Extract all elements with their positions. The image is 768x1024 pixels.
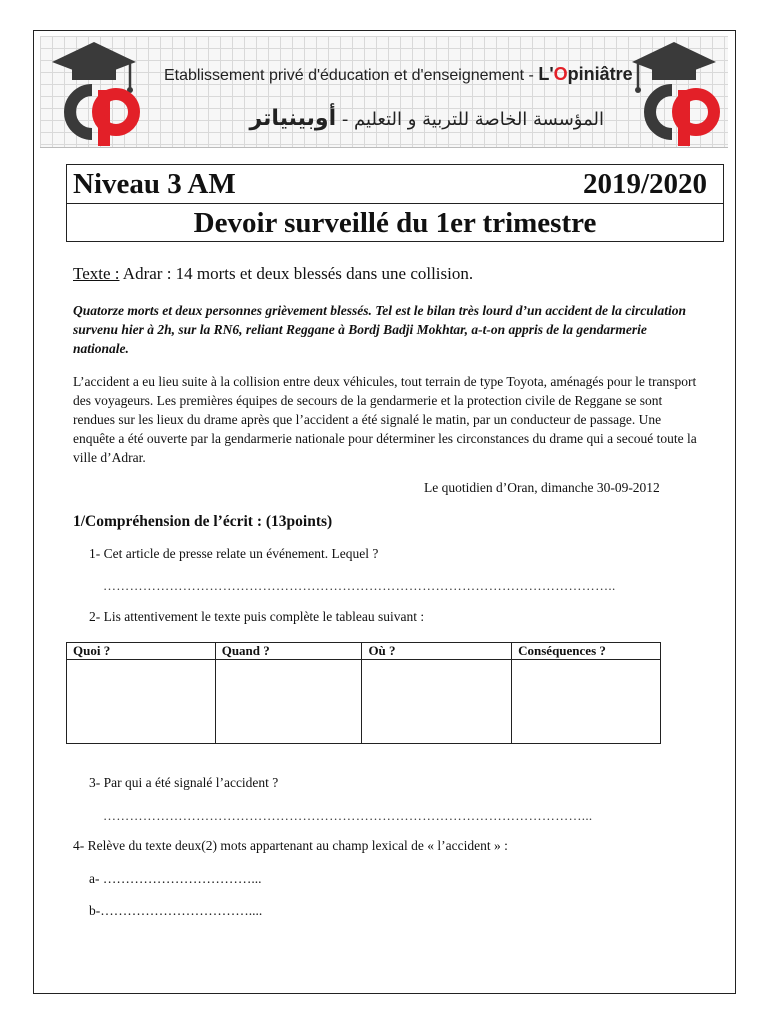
- question-3: 3- Par qui a été signalé l’accident ?: [89, 775, 279, 790]
- answer-line-3[interactable]: ………………………………………………………………………………………………...: [103, 808, 593, 823]
- text-title: Adrar : 14 morts et deux blessés dans une collision.: [119, 264, 474, 283]
- title-row-exam: [67, 204, 723, 242]
- brand-name: L'Opiniâtre: [538, 64, 633, 84]
- table-row: [67, 660, 661, 744]
- graduation-cap-logo-icon: [624, 38, 724, 146]
- table-header-row: [67, 643, 661, 660]
- exam-title: Devoir surveillé du 1er trimestre: [193, 206, 597, 239]
- article-intro: Quatorze morts et deux personnes grièvement blessés. Tel est le bilan très lourd d’un accident de la circulation survenu hier à 2h, sur la RN6, reliant Reggane à Bordj Badji Mokhtar, a-t-on appris de la gendarmerie nationale.: [73, 303, 687, 356]
- exam-title-box: [66, 164, 724, 242]
- article-body: L’accident a eu lieu suite à la collision entre deux véhicules, tout terrain de type Toyota, aménagés pour le transport des voyageurs. Les premières équipes de secours de la gendarmerie et la protection civile de Reggane se sont rendues sur les lieux du drame après que l’accident a été signalé le matin, par un conducteur de passage. Une enquête a été ouverte par la gendarmerie nationale pour déterminer les circonstances du drame qui a secoué toute la ville d’Adrar.: [73, 374, 697, 465]
- header-fr-text: Etablissement privé d'éducation et d'enseignement -: [164, 67, 539, 84]
- answer-option-a[interactable]: a- ……………………………...: [89, 871, 262, 886]
- question-2: 2- Lis attentivement le texte puis complète le tableau suivant :: [89, 609, 425, 624]
- table-answer-cell[interactable]: [67, 660, 216, 744]
- table-answer-cell[interactable]: [215, 660, 362, 744]
- question-1: 1- Cet article de presse relate un événement. Lequel ?: [89, 546, 379, 561]
- table-header-cell: Conséquences ?: [512, 643, 661, 660]
- level-label: Niveau 3 AM: [73, 167, 236, 200]
- text-heading: [73, 264, 473, 284]
- answer-option-b[interactable]: b-……………………………....: [89, 903, 263, 918]
- title-row-level: [67, 165, 723, 204]
- question-4: 4- Relève du texte deux(2) mots appartenant au champ lexical de « l’accident » :: [73, 838, 508, 853]
- table-header-cell: Où ?: [362, 643, 512, 660]
- header-ar-text: المؤسسة الخاصة للتربية و التعليم -: [336, 109, 604, 130]
- table-header-cell: Quoi ?: [67, 643, 216, 660]
- table-answer-cell[interactable]: [362, 660, 512, 744]
- table-answer-cell[interactable]: [512, 660, 661, 744]
- answer-table: [66, 642, 661, 744]
- table-header-cell: Quand ?: [215, 643, 362, 660]
- header-arabic-title: [164, 106, 604, 131]
- header-french-title: [164, 64, 633, 85]
- answer-line-1[interactable]: ……………………………………………………………………………………………………..: [103, 578, 616, 593]
- graduation-cap-logo-icon: [44, 38, 144, 146]
- header-banner: [40, 36, 728, 148]
- section-title: 1/Compréhension de l’écrit : (13points): [73, 513, 333, 530]
- article-source: Le quotidien d’Oran, dimanche 30-09-2012: [424, 480, 660, 495]
- text-label: Texte :: [73, 264, 120, 283]
- brand-name-arabic: أوبينياتر: [249, 106, 337, 131]
- school-year: 2019/2020: [582, 167, 707, 200]
